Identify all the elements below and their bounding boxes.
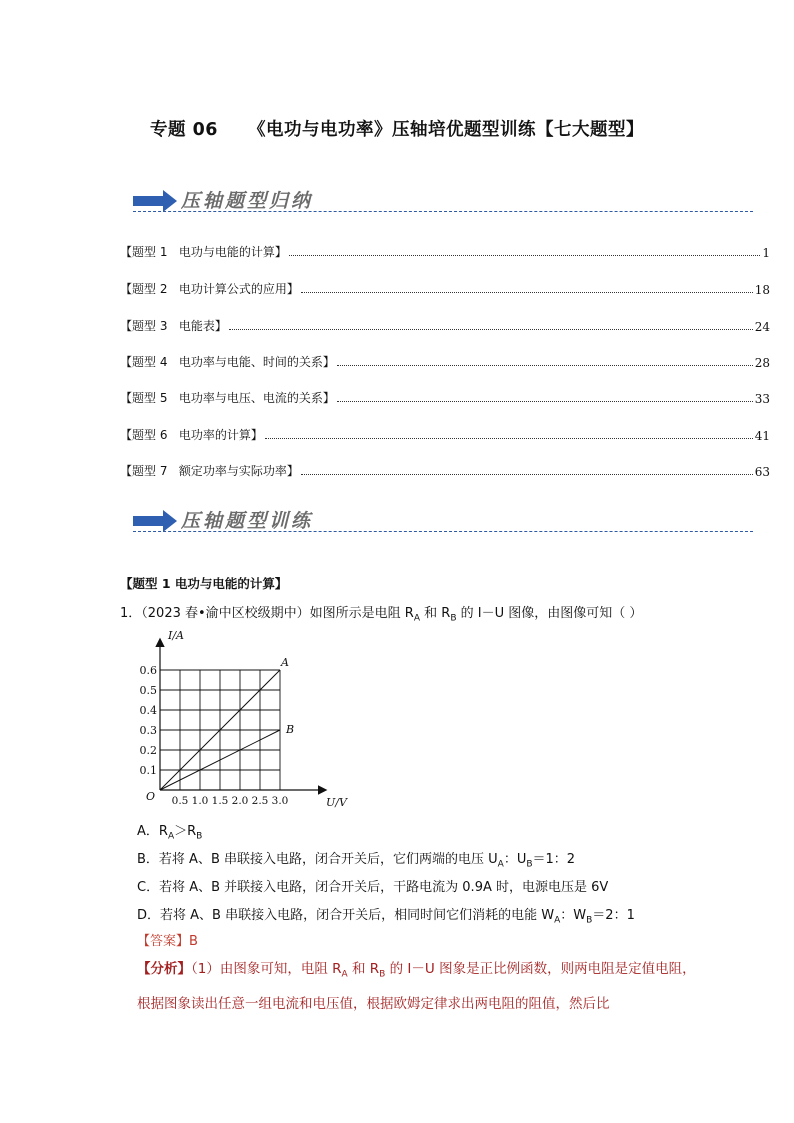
banner-text: 压轴题型归纳: [181, 190, 314, 212]
toc-item-page: 24: [754, 320, 770, 334]
arrow-right-icon: [133, 510, 177, 532]
y-tick: 0.2: [139, 744, 157, 757]
question-stem: 1．（2023 春•渝中区校级期中）如图所示是电阻 $R_A$ 和 $R_B$ 的 I－U 图像，由图像可知（ ）: [120, 606, 643, 624]
analysis-lead: 【分析】: [137, 961, 191, 977]
y-tick: 0.3: [139, 724, 157, 737]
banner-divider: [133, 211, 753, 212]
line-a-label: A: [281, 656, 289, 669]
toc-item-label: 【题型 5 电功率与电压、电流的关系】: [120, 391, 335, 405]
x-tick: 1.5: [211, 795, 229, 807]
toc-item-page: 41: [754, 429, 770, 443]
toc-item-label: 【题型 7 额定功率与实际功率】: [120, 464, 299, 478]
option-b[interactable]: B．若将 A、B 串联接入电路，闭合开关后，它们两端的电压 $U_A$：$U_B=1$：2: [137, 852, 576, 870]
toc-item[interactable]: [120, 240, 770, 260]
toc-item-label: 【题型 4 电功率与电能、时间的关系】: [120, 355, 335, 369]
section-banner-training: [133, 506, 753, 534]
title-prefix: 专题 06: [150, 120, 218, 140]
toc-item-label: 【题型 6 电功率的计算】: [120, 428, 263, 442]
section-title: 【题型 1 电功与电能的计算】: [120, 576, 288, 591]
iu-graph: [130, 620, 360, 810]
option-c[interactable]: C．若将 A、B 并联接入电路，闭合开关后，干路电流为 0.9A 时，电源电压是 6V: [137, 880, 609, 895]
y-tick: 0.5: [139, 684, 157, 697]
x-tick: 2.5: [251, 795, 269, 807]
toc-item[interactable]: [120, 314, 770, 334]
toc-item-label: 【题型 1 电功与电能的计算】: [120, 245, 287, 259]
toc-item-label: 【题型 2 电功计算公式的应用】: [120, 282, 299, 296]
toc-item[interactable]: [120, 350, 770, 370]
line-b-label: B: [286, 723, 295, 736]
option-a[interactable]: A．$R_A>R_B$: [137, 824, 203, 842]
x-tick: 2.0: [231, 795, 249, 807]
toc-item-page: 18: [754, 283, 770, 297]
option-d[interactable]: D．若将 A、B 串联接入电路，闭合开关后，相同时间它们消耗的电能 $W_A$：$W_B=2$：1: [137, 908, 635, 926]
toc-item[interactable]: [120, 459, 770, 479]
toc-item-page: 33: [754, 392, 770, 406]
y-axis-label: I/A: [168, 629, 184, 642]
toc-item-page: 63: [754, 465, 770, 479]
arrow-right-icon: [133, 190, 177, 212]
toc-item[interactable]: [120, 277, 770, 297]
x-axis-label: U/V: [326, 796, 347, 809]
toc-item-page: 28: [754, 356, 770, 370]
analysis: 【分析】（1）由图象可知，电阻 $R_A$ 和 $R_B$ 的 I－U 图象是正比例函数，则两电阻是定值电阻，根据图象读出任意一组电流和电压值，根据欧姆定律求出两电阻的阻值，然后比: [137, 961, 696, 1012]
toc-item-label: 【题型 3 电能表】: [120, 319, 227, 333]
y-tick: 0.4: [139, 704, 157, 717]
toc-item[interactable]: [120, 386, 770, 406]
x-tick: 1.0: [191, 795, 209, 807]
section-banner-summary: [133, 186, 753, 214]
page-title: [0, 116, 794, 141]
title-main: 《电功与电功率》压轴培优题型训练【七大题型】: [247, 120, 644, 140]
banner-text: 压轴题型训练: [181, 510, 314, 532]
toc-item-page: 1: [762, 246, 770, 260]
y-tick: 0.6: [139, 664, 157, 677]
banner-divider: [133, 531, 753, 532]
x-tick: 3.0: [271, 795, 289, 807]
toc-item[interactable]: [120, 423, 770, 443]
origin-label: O: [146, 790, 156, 803]
answer: 【答案】B: [137, 934, 198, 949]
y-tick: 0.1: [139, 764, 157, 777]
x-tick: 0.5: [171, 795, 189, 807]
